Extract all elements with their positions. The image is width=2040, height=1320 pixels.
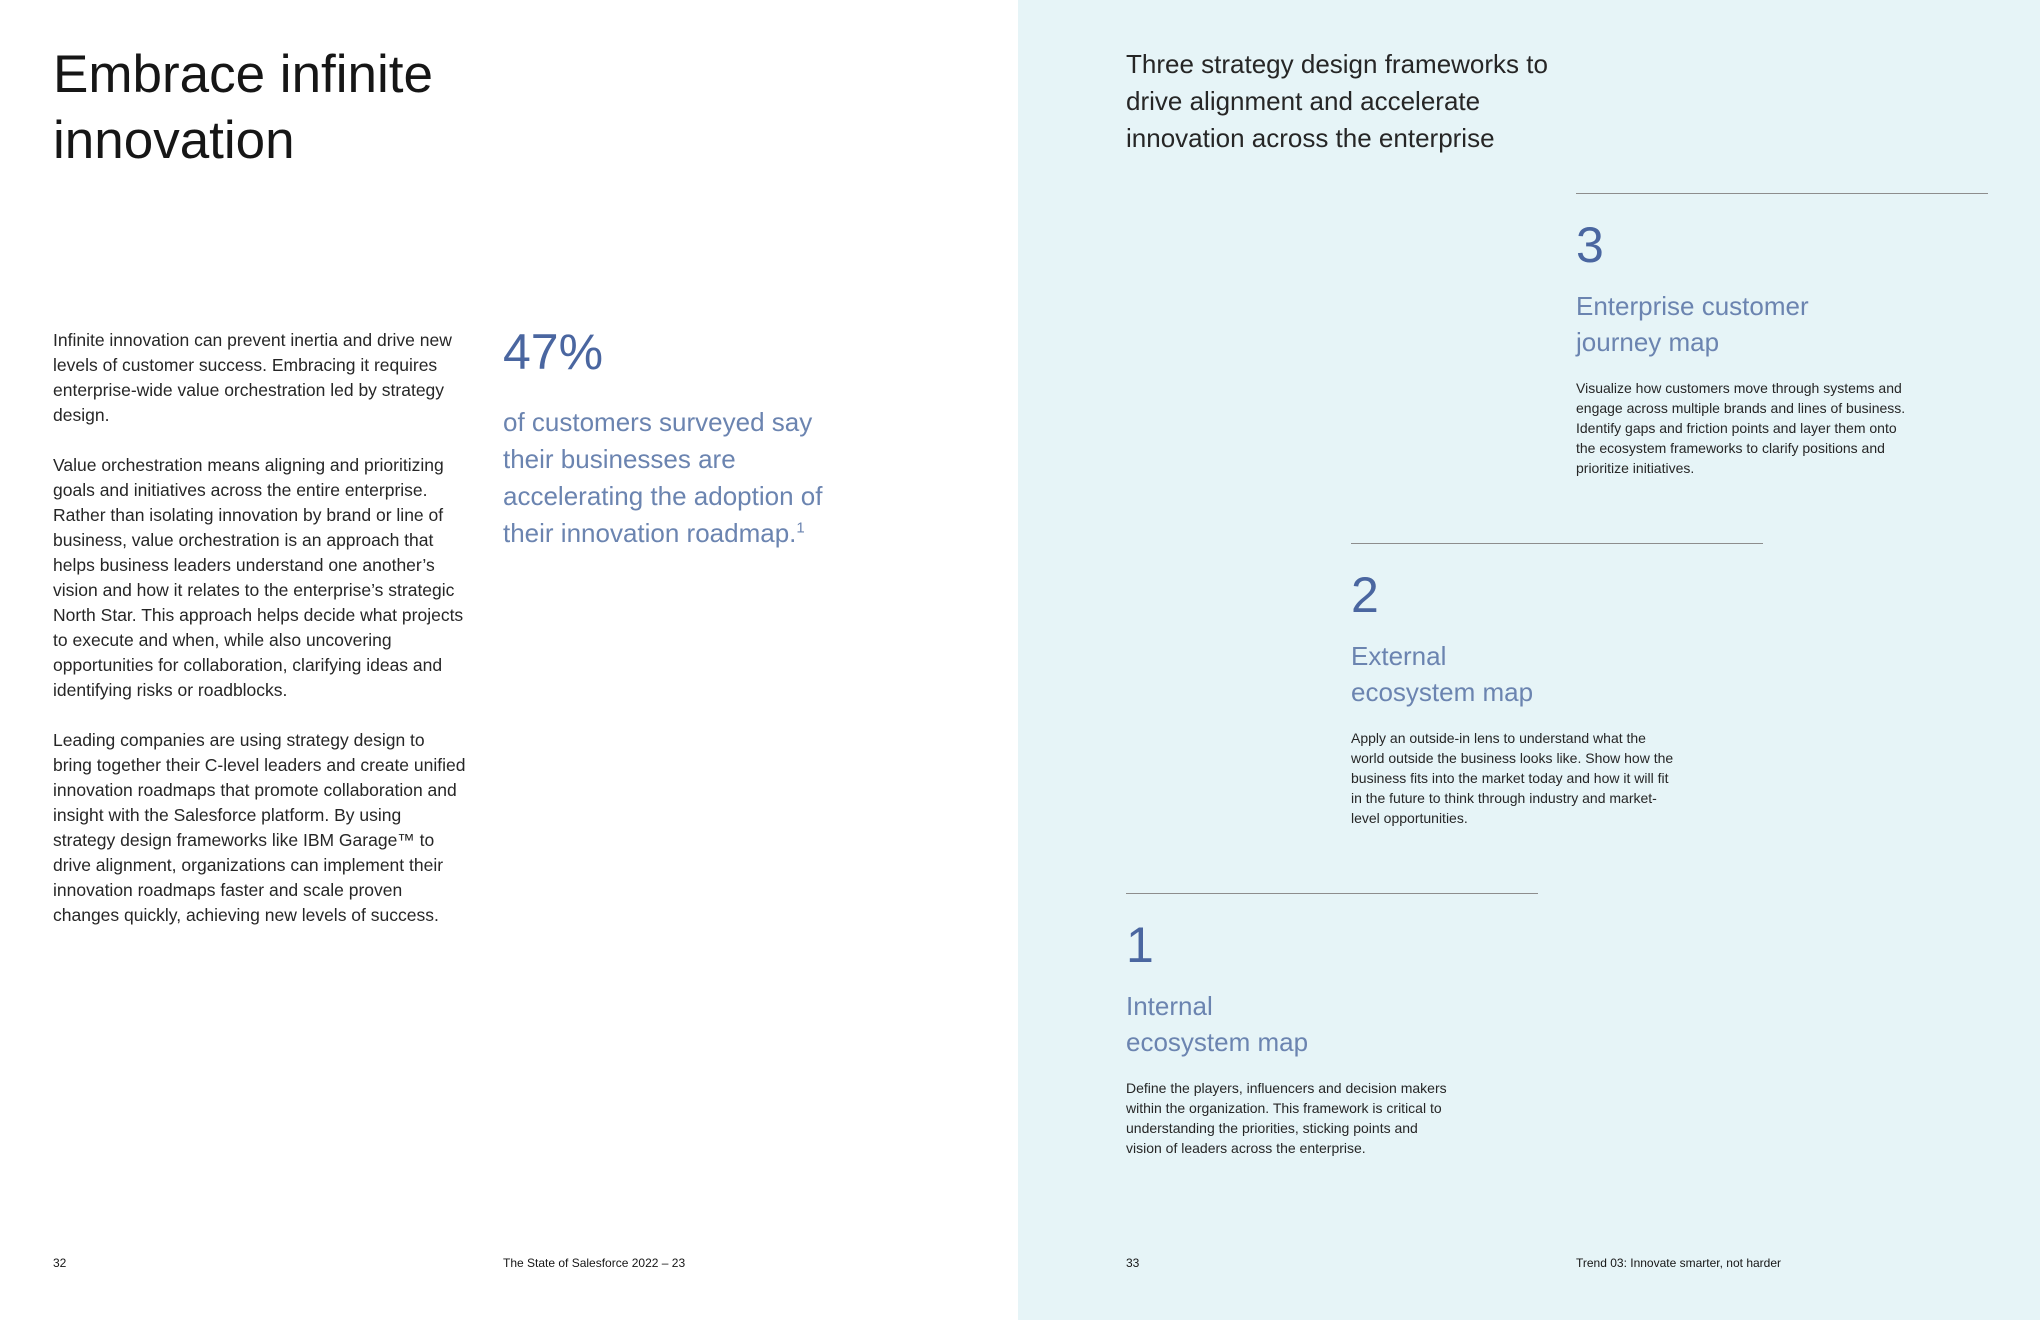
framework-1-name	[1126, 988, 1456, 1060]
stat-footnote: 1	[796, 519, 805, 537]
framework-1-name-line-2: ecosystem map	[1126, 1027, 1309, 1057]
framework-1-divider	[1126, 893, 1538, 894]
body-text	[53, 328, 468, 953]
stat-callout	[503, 322, 833, 552]
footer-page-number-right: 33	[1126, 1256, 1140, 1270]
framework-3-number: 3	[1576, 217, 1604, 273]
body-paragraph-2: Value orchestration means aligning and prioritizing goals and initiatives across the entire enterprise. Rather than isolating innovation by brand or line of business, value orchestration is an approach that helps business leaders understand one another’s vision and how it relates to the enterprise’s strategic North Star. This approach helps decide what projects to execute and when, while also uncovering opportunities for collaboration, clarifying ideas and identifying risks or roadblocks.	[53, 455, 464, 700]
footer-publication-title: The State of Salesforce 2022 – 23	[503, 1256, 686, 1270]
framework-2-name	[1351, 638, 1681, 710]
framework-2	[1351, 543, 1763, 828]
body-paragraph-3: Leading companies are using strategy design to bring together their C-level leaders and create unified innovation roadmaps that promote collaboration and insight with the Salesforce platform. By using strategy design frameworks like IBM Garage™ to drive alignment, organizations can implement their innovation roadmaps faster and scale proven changes quickly, achieving new levels of success.	[53, 730, 466, 925]
body-paragraph-1: Infinite innovation can prevent inertia and drive new levels of customer success. Embracing it requires enterprise-wide value orchestration led by strategy design.	[53, 330, 452, 425]
framework-3-name-line-1: Enterprise customer	[1576, 291, 1809, 321]
framework-3-description: Visualize how customers move through systems and engage across multiple brands and lines of business. Identify gaps and friction points and layer them onto the ecosystem frameworks to clarify positions and prioritize initiatives.	[1576, 380, 1906, 476]
framework-1-number: 1	[1126, 917, 1154, 973]
stat-description	[503, 404, 833, 552]
framework-3	[1576, 193, 1988, 478]
footer-page-number-left: 32	[53, 1256, 67, 1270]
framework-1-name-line-1: Internal	[1126, 991, 1213, 1021]
frameworks-intro: Three strategy design frameworks to drive alignment and accelerate innovation across the enterprise	[1126, 49, 1548, 153]
framework-2-number: 2	[1351, 567, 1379, 623]
framework-2-name-line-2: ecosystem map	[1351, 677, 1534, 707]
stat-value: 47%	[503, 324, 604, 380]
framework-1	[1126, 893, 1538, 1158]
framework-2-divider	[1351, 543, 1763, 544]
framework-2-description: Apply an outside-in lens to understand what the world outside the business looks like. Show how the business fits into the market today and how it will fit in the future to think through industry and market-level opportunities.	[1351, 730, 1674, 826]
page-title	[53, 42, 653, 174]
framework-3-name	[1576, 288, 1906, 360]
framework-3-divider	[1576, 193, 1988, 194]
framework-2-name-line-1: External	[1351, 641, 1447, 671]
stat-text: of customers surveyed say their businesses are accelerating the adoption of their innovation roadmap.	[503, 407, 823, 548]
framework-3-name-line-2: journey map	[1576, 327, 1720, 357]
left-page	[0, 0, 1018, 1320]
page-title-line-2: innovation	[53, 111, 295, 170]
framework-1-description: Define the players, influencers and decision makers within the organization. This framework is critical to understanding the priorities, sticking points and vision of leaders across the enterprise.	[1126, 1080, 1447, 1156]
footer-section-title: Trend 03: Innovate smarter, not harder	[1576, 1256, 1782, 1270]
page-title-line-1: Embrace infinite	[53, 45, 434, 104]
